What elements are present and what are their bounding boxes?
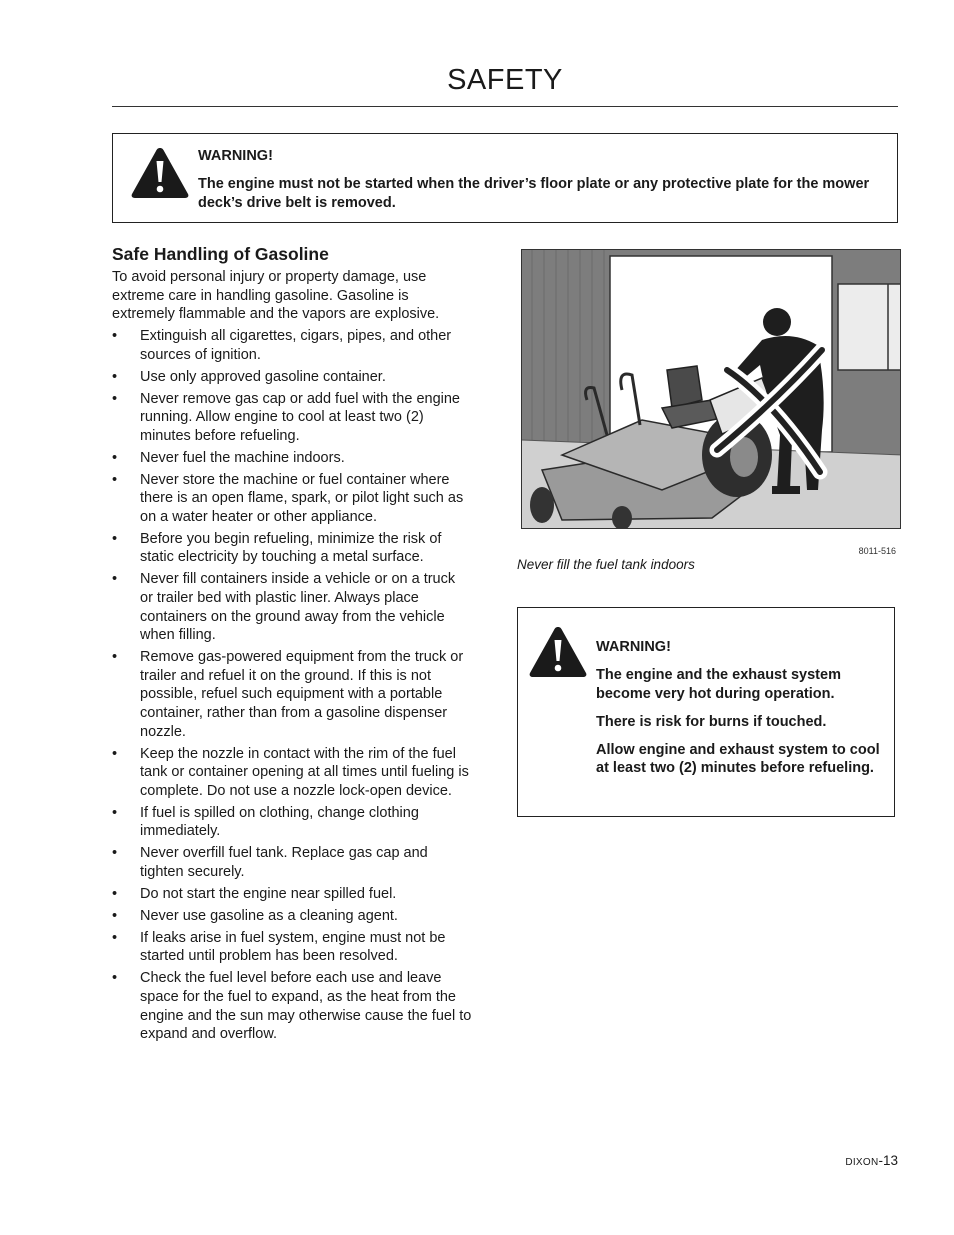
bullet-dot: • [112,368,118,385]
list-item-text: Extinguish all cigarettes, cigars, pipes, and other sources of ignition. [140,328,452,363]
page-footer [845,1153,898,1168]
figure-code: 8011-516 [858,546,896,556]
list-item [112,530,472,567]
bullet-dot: • [112,845,118,862]
section-title: Safe Handling of Gasoline [112,244,329,264]
list-item [112,745,472,801]
list-item-text: Keep the nozzle in contact with the rim of the fuel tank or container opening at all times until fueling is complete. Do not use a nozzle lock-open device. [140,745,469,799]
list-item-text: Never remove gas cap or add fuel with the engine running. Allow engine to cool at least two (2) minutes before refueling. [140,390,460,444]
list-item-text: Never overfill fuel tank. Replace gas cap and tighten securely. [140,845,428,880]
warning-triangle-icon [528,625,588,679]
list-item-text: Never use gasoline as a cleaning agent. [140,907,398,924]
warning-line: The engine and the exhaust system become very hot during operation. [596,667,841,702]
bullet-dot: • [112,449,118,466]
page-number: -13 [878,1153,898,1168]
list-item [112,969,472,1043]
list-item-text: Never fill containers inside a vehicle or on a truck or trailer bed with plastic liner. Always place containers on the ground away from the vehicle when filling. [140,571,456,644]
fuel-indoors-illustration [521,249,901,529]
bullet-dot: • [112,804,118,821]
warning-label: WARNING! [596,639,671,655]
list-item [112,844,472,881]
figure-caption: Never fill the fuel tank indoors [517,557,695,572]
page-title: SAFETY [447,64,563,96]
warning-box-top [112,133,898,223]
list-item [112,471,472,527]
list-item-text: Never store the machine or fuel container where there is an open flame, spark, or pilot light such as on a water heater or other appliance. [140,471,464,525]
list-item [112,368,472,387]
bullet-dot: • [112,530,118,547]
bullet-dot: • [112,649,118,666]
list-item [112,929,472,966]
list-item [112,570,472,644]
section-intro: To avoid personal injury or property damage, use extreme care in handling gasoline. Gasoline is extremely flammable and the vapors are explosive. [112,269,440,322]
footer-brand: DIXON [845,1157,879,1168]
bullet-dot: • [112,885,118,902]
bullet-dot: • [112,745,118,762]
list-item [112,449,472,468]
bullet-dot: • [112,970,118,987]
list-item [112,804,472,841]
list-item-text: Check the fuel level before each use and leave space for the fuel to expand, as the heat from the engine and the sun may otherwise cause the fuel to expand and overflow. [140,970,472,1043]
list-item-text: Remove gas-powered equipment from the truck or trailer and refuel it on the ground. If this is not possible, refuel such equipment with a portable container, rather than from a gasoline dispenser nozzle. [140,649,464,740]
warning-line: There is risk for burns if touched. [596,713,827,730]
list-item [112,907,472,926]
list-item-text: Do not start the engine near spilled fuel. [140,885,397,902]
bullet-dot: • [112,571,118,588]
warning-box-bottom [517,607,895,817]
bullet-dot: • [112,929,118,946]
list-item [112,390,472,446]
bullet-dot: • [112,390,118,407]
list-item-text: If fuel is spilled on clothing, change clothing immediately. [140,804,419,840]
list-item [112,327,472,364]
bullet-dot: • [112,328,118,344]
list-item-text: If leaks arise in fuel system, engine must not be started until problem has been resolved. [140,929,446,965]
warning-line: Allow engine and exhaust system to cool at least two (2) minutes before refueling. [596,741,880,776]
list-item-text: Never fuel the machine indoors. [140,449,345,466]
illustration-drawing [522,250,901,529]
bullet-dot: • [112,471,118,488]
warning-triangle-icon [130,146,190,200]
list-item-text: Use only approved gasoline container. [140,368,386,385]
title-divider [112,106,898,107]
list-item-text: Before you begin refueling, minimize the risk of static electricity by touching a metal surface. [140,530,442,566]
list-item [112,885,472,904]
safety-bullet-list [112,327,472,1047]
list-item [112,648,472,741]
warning-label: WARNING! [198,148,273,164]
bullet-dot: • [112,907,118,924]
warning-text: The engine must not be started when the driver’s floor plate or any protective plate for the mower deck’s drive belt is removed. [198,176,870,211]
